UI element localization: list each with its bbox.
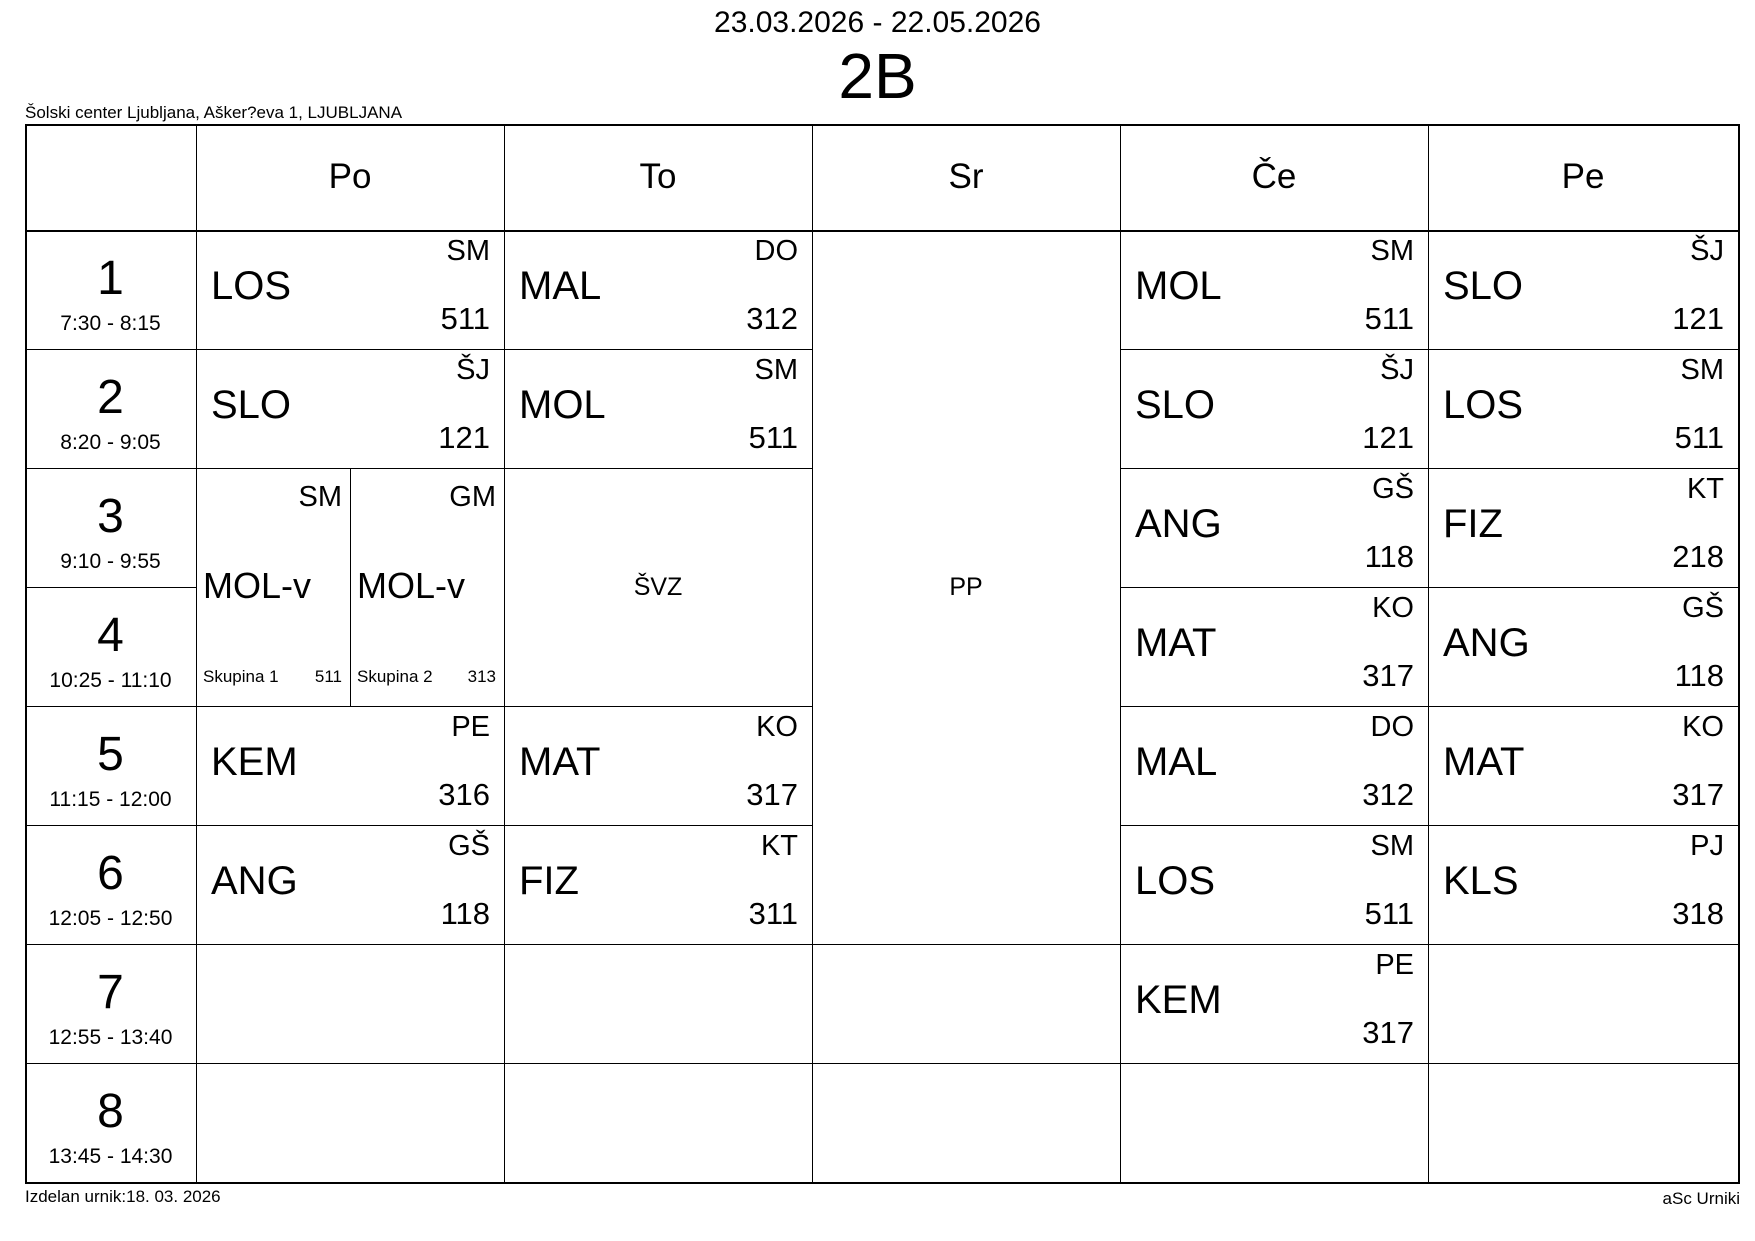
period-4 [25, 587, 196, 706]
group-name: Skupina 2 [357, 667, 433, 686]
group-lesson-skupina-1 [196, 468, 350, 706]
period-8 [25, 1063, 196, 1182]
grid-line [25, 230, 1740, 232]
room-number: 511 [1674, 420, 1724, 455]
lesson-pe-3 [1428, 468, 1738, 587]
period-number: 6 [97, 847, 124, 900]
lesson-pe-4 [1428, 587, 1738, 706]
subject-code: FIZ [519, 859, 579, 903]
subject-code: SLO [1135, 383, 1216, 427]
period-number: 3 [97, 490, 124, 543]
teacher-code: SM [1370, 235, 1414, 267]
lesson-ce-5 [1120, 706, 1428, 825]
teacher-code: PE [451, 711, 490, 743]
subject-code: MOL [1135, 264, 1222, 308]
teacher-code: ŠJ [1690, 235, 1724, 267]
created-date: Izdelan urnik:18. 03. 2026 [25, 1187, 221, 1206]
room-number: 311 [748, 896, 798, 931]
day-header-sr: Sr [948, 157, 984, 196]
subject-code: SLO [211, 383, 292, 427]
day-header-pe: Pe [1561, 157, 1605, 196]
group-name: Skupina 1 [203, 667, 279, 686]
teacher-code: ŠJ [1380, 354, 1414, 386]
period-3 [25, 468, 196, 587]
grid-line [25, 468, 812, 469]
period-time: 13:45 - 14:30 [48, 1145, 173, 1168]
grid-line [1428, 124, 1429, 1184]
teacher-code: KT [1686, 473, 1724, 505]
room-number: 511 [748, 420, 798, 455]
room-number: 316 [438, 777, 490, 812]
lesson-ce-6 [1120, 825, 1428, 944]
period-time: 7:30 - 8:15 [60, 312, 161, 335]
room-number: 511 [440, 301, 490, 336]
grid-line [25, 944, 1740, 945]
school-name: Šolski center Ljubljana, Ašker?eva 1, LJUBLJANA [25, 103, 403, 122]
software-name: aSc Urniki [1662, 1189, 1740, 1208]
grid-line [504, 124, 505, 1184]
subject-code: MAT [519, 740, 601, 784]
teacher-code: KO [1372, 592, 1414, 624]
grid-line [1120, 825, 1740, 826]
lesson-ce-2 [1120, 349, 1428, 468]
period-time: 12:55 - 13:40 [48, 1026, 173, 1049]
teacher-code: DO [1370, 711, 1414, 743]
day-header-to: To [639, 157, 677, 196]
period-time: 8:20 - 9:05 [60, 431, 161, 454]
room-number: 317 [746, 777, 798, 812]
period-2 [25, 349, 196, 468]
lesson-ce-3 [1120, 468, 1428, 587]
teacher-code: GŠ [1372, 473, 1414, 505]
subject-code: MOL-v [203, 565, 311, 606]
lesson-po-1 [196, 230, 504, 349]
subject-code: MOL-v [357, 565, 465, 606]
subject-code: MAT [1135, 621, 1217, 665]
period-7 [25, 944, 196, 1063]
room-number: 317 [1362, 658, 1414, 693]
grid-line [25, 706, 812, 707]
grid-line [350, 468, 351, 706]
subject-code: LOS [1443, 383, 1524, 427]
period-number: 1 [97, 252, 124, 305]
room-number: 118 [1364, 539, 1414, 574]
lesson-ce-4 [1120, 587, 1428, 706]
subject-code: LOS [211, 264, 292, 308]
teacher-code: ŠJ [456, 354, 490, 386]
subject-code: MAL [1135, 740, 1218, 784]
subject-code: SLO [1443, 264, 1524, 308]
grid-line [1120, 587, 1740, 588]
grid-line [25, 1063, 1740, 1064]
subject-code: MAL [519, 264, 602, 308]
lesson-pe-6 [1428, 825, 1738, 944]
timetable-grid [25, 124, 1740, 1184]
period-time: 10:25 - 11:10 [49, 669, 172, 692]
grid-line [25, 349, 812, 350]
grid-line [25, 587, 196, 588]
lesson-ce-7 [1120, 944, 1428, 1063]
day-header-po: Po [328, 157, 372, 196]
lesson-to-2 [504, 349, 812, 468]
span-lesson-svz: ŠVZ [633, 572, 683, 601]
lesson-ce-1 [1120, 230, 1428, 349]
grid-line [196, 124, 197, 1184]
subject-code: KEM [1135, 978, 1222, 1022]
period-time: 12:05 - 12:50 [48, 907, 173, 930]
teacher-code: KT [760, 830, 798, 862]
lesson-po-5 [196, 706, 504, 825]
room-number: 118 [1674, 658, 1724, 693]
period-time: 9:10 - 9:55 [60, 550, 161, 573]
lesson-pe-2 [1428, 349, 1738, 468]
room-number: 118 [440, 896, 490, 931]
teacher-code: SM [446, 235, 490, 267]
period-number: 4 [97, 609, 124, 662]
lesson-pe-5 [1428, 706, 1738, 825]
room-number: 312 [1362, 777, 1414, 812]
grid-line [812, 124, 813, 1184]
period-1 [25, 230, 196, 349]
teacher-code: GM [449, 481, 496, 513]
teacher-code: GŠ [448, 830, 490, 862]
teacher-code: SM [1370, 830, 1414, 862]
subject-code: KLS [1443, 859, 1519, 903]
subject-code: ANG [211, 859, 298, 903]
room-number: 121 [1362, 420, 1414, 455]
subject-code: MAT [1443, 740, 1525, 784]
class-title: 2B [838, 40, 917, 112]
teacher-code: SM [298, 481, 342, 513]
room-number: 318 [1672, 896, 1724, 931]
subject-code: KEM [211, 740, 298, 784]
teacher-code: SM [1680, 354, 1724, 386]
teacher-code: DO [754, 235, 798, 267]
room-number: 121 [1672, 301, 1724, 336]
teacher-code: PJ [1690, 830, 1724, 862]
subject-code: MOL [519, 383, 606, 427]
day-header-ce: Če [1251, 157, 1297, 196]
subject-code: ANG [1135, 502, 1222, 546]
lesson-pe-1 [1428, 230, 1738, 349]
subject-code: FIZ [1443, 502, 1503, 546]
grid-line [1120, 124, 1121, 1184]
period-number: 8 [97, 1085, 124, 1138]
teacher-code: GŠ [1682, 592, 1724, 624]
teacher-code: SM [754, 354, 798, 386]
teacher-code: KO [756, 711, 798, 743]
lesson-to-5 [504, 706, 812, 825]
span-lesson-pp: PP [949, 572, 983, 601]
lesson-to-6 [504, 825, 812, 944]
subject-code: ANG [1443, 621, 1530, 665]
group-lesson-skupina-2 [350, 468, 504, 706]
room-number: 511 [1364, 301, 1414, 336]
room-number: 121 [438, 420, 490, 455]
period-6 [25, 825, 196, 944]
lesson-po-2 [196, 349, 504, 468]
date-range: 23.03.2026 - 22.05.2026 [714, 6, 1041, 39]
room-number: 313 [467, 667, 496, 686]
lesson-po-6 [196, 825, 504, 944]
period-number: 7 [97, 966, 124, 1019]
period-5 [25, 706, 196, 825]
room-number: 317 [1362, 1015, 1414, 1050]
teacher-code: KO [1682, 711, 1724, 743]
room-number: 218 [1672, 539, 1724, 574]
grid-line [1120, 468, 1740, 469]
grid-line [1120, 349, 1740, 350]
lesson-to-1 [504, 230, 812, 349]
room-number: 317 [1672, 777, 1724, 812]
subject-code: LOS [1135, 859, 1216, 903]
grid-line [1120, 706, 1740, 707]
room-number: 312 [746, 301, 798, 336]
room-number: 511 [1364, 896, 1414, 931]
grid-line [25, 825, 812, 826]
period-number: 5 [97, 728, 124, 781]
room-number: 511 [314, 667, 342, 686]
period-time: 11:15 - 12:00 [49, 788, 172, 811]
period-number: 2 [97, 371, 124, 424]
teacher-code: PE [1375, 949, 1414, 981]
